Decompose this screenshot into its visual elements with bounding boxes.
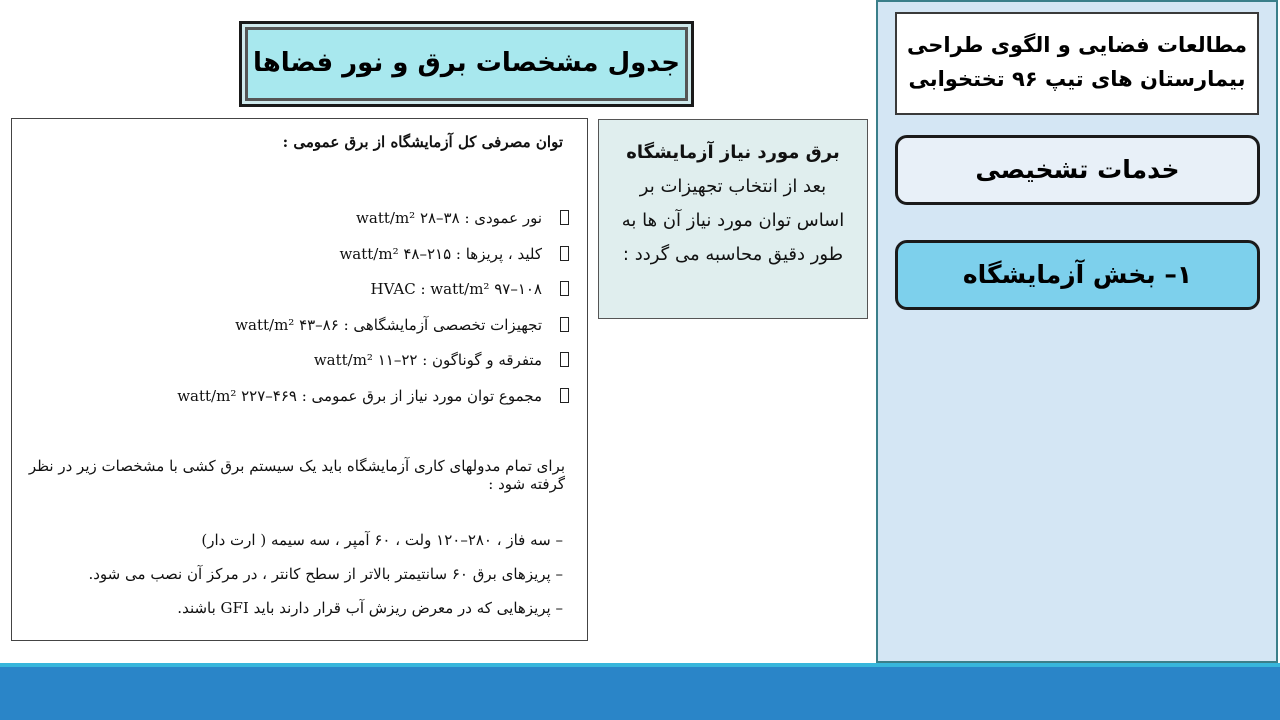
checkbox-icon	[560, 352, 569, 367]
scan-spec-list	[88, 529, 563, 631]
sidebar-title-line1: مطالعات فضایی و الگوی طراحی	[907, 33, 1247, 57]
list-item: نور عمودی : watt/m² ۲۸–۳۸	[177, 207, 569, 243]
checkbox-icon	[560, 388, 569, 403]
scanned-document-image	[11, 118, 588, 641]
sidebar-title-box	[895, 12, 1259, 115]
subsection-laboratory-button[interactable]: ۱– بخش آزمایشگاه	[895, 240, 1260, 310]
info-line3: طور دقیق محاسبه می گردد :	[622, 244, 844, 265]
footer-bar	[0, 667, 1280, 720]
scan-paragraph: برای تمام مدولهای کاری آزمایشگاه باید یک سیستم برق کشی با مشخصات زیر در نظر گرفته شود :	[28, 457, 565, 493]
info-line1: بعد از انتخاب تجهیزات بر	[639, 176, 827, 197]
list-item: متفرقه و گوناگون : watt/m² ۱۱–۲۲	[177, 349, 569, 385]
power-list	[177, 207, 569, 420]
spec-line: – پریزهایی که در معرض ریزش آب قرار دارند باید GFI باشند.	[177, 599, 563, 617]
list-item: تجهیزات تخصصی آزمایشگاهی : watt/m² ۴۳–۸۶	[177, 314, 569, 350]
list-item: HVAC : watt/m² ۹۷–۱۰۸	[177, 278, 569, 314]
list-item: کلید ، پریزها : watt/m² ۴۸–۲۱۵	[177, 243, 569, 279]
checkbox-icon	[560, 210, 569, 225]
scan-heading: توان مصرفی کل آزمایشگاه از برق عمومی :	[282, 133, 563, 151]
section-diagnostic-services-button[interactable]: خدمات تشخیصی	[895, 135, 1260, 205]
checkbox-icon	[560, 246, 569, 261]
list-item: مجموع توان مورد نیاز از برق عمومی : watt/m² ۲۲۷–۴۶۹	[177, 385, 569, 421]
info-heading: برق مورد نیاز آزمایشگاه	[626, 142, 840, 163]
page-title: جدول مشخصات برق و نور فضاها	[239, 21, 694, 107]
spec-line: – سه فاز ، ۲۸۰–۱۲۰ ولت ، ۶۰ آمپر ، سه سیمه ( ارت دار)	[201, 531, 563, 549]
sidebar-title-line2: بیمارستان های تیپ ۹۶ تختخوابی	[908, 67, 1246, 91]
spec-line: – پریزهای برق ۶۰ سانتیمتر بالاتر از سطح کانتر ، در مرکز آن نصب می شود.	[88, 565, 563, 583]
info-box	[598, 119, 868, 319]
info-line2: اساس توان مورد نیاز آن ها به	[621, 210, 845, 231]
checkbox-icon	[560, 317, 569, 332]
checkbox-icon	[560, 281, 569, 296]
